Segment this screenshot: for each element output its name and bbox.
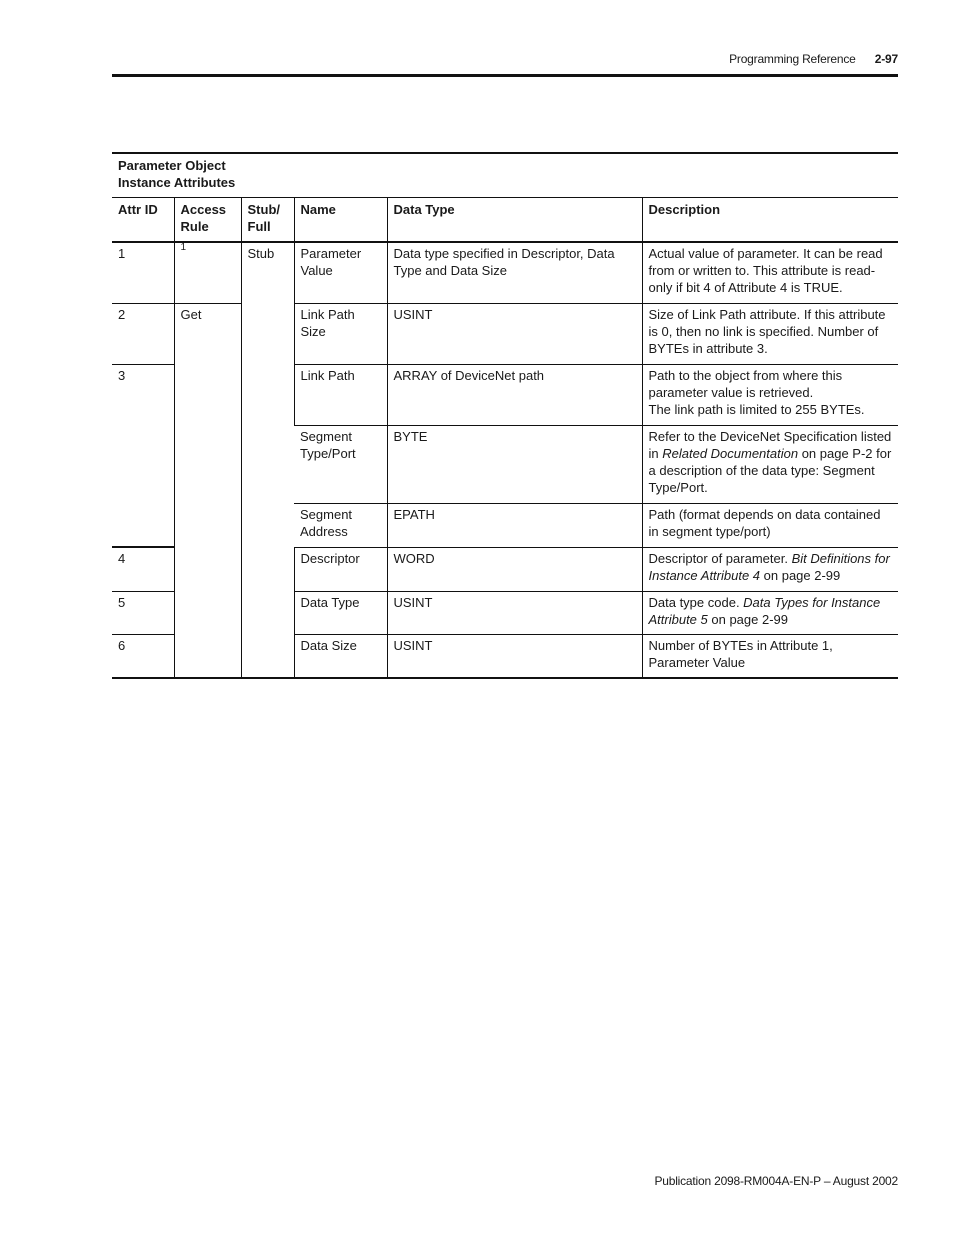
description-cell <box>642 591 898 634</box>
attr-id-cell: 6 <box>112 634 174 678</box>
data-type-cell: WORD <box>387 547 642 591</box>
cross-reference-link[interactable]: Data Types for Instance Attribute 5 <box>648 594 881 627</box>
col-header-name: Name <box>294 198 387 243</box>
description-cell <box>642 425 898 503</box>
description-text: on page 2-99 <box>760 567 841 583</box>
description-cell: Actual value of parameter. It can be read from or written to. This attribute is read-only if bit 4 of Attribute 4 is TRUE. <box>642 242 898 303</box>
footnote-marker: 1 <box>180 242 187 253</box>
data-type-cell: BYTE <box>387 425 642 503</box>
data-type-cell: Data type specified in Descriptor, Data Type and Data Size <box>387 242 642 303</box>
table-row <box>112 242 898 303</box>
attr-id-cell: 2 <box>112 303 174 364</box>
name-cell: Parameter Value <box>294 242 387 303</box>
attr-id-cell: 3 <box>112 364 174 547</box>
attr-id-cell: 1 <box>118 246 126 261</box>
name-cell: Link Path Size <box>294 303 387 364</box>
col-header-access-rule: Access Rule <box>174 198 241 243</box>
table-row <box>112 303 898 364</box>
col-header-description: Description <box>642 198 898 243</box>
name-cell: Data Type <box>294 591 387 634</box>
description-line: The link path is limited to 255 BYTEs. <box>648 401 865 417</box>
attr-id-cell: 4 <box>112 547 174 591</box>
name-cell: Segment Address <box>294 503 387 547</box>
attributes-table <box>112 197 898 679</box>
description-text: Data type code. <box>648 594 744 610</box>
description-line: Path to the object from where this parameter value is retrieved. <box>648 367 843 400</box>
header-rule <box>112 74 898 77</box>
col-header-attr-id: Attr ID <box>112 198 174 243</box>
description-text: on page P-2 for a description of the data type: Segment Type/Port. <box>648 445 892 495</box>
parameter-instance-attributes-table <box>112 152 898 679</box>
data-type-cell: ARRAY of DeviceNet path <box>387 364 642 425</box>
access-rule-cell: Get <box>174 303 241 678</box>
stub-full-cell: Stub <box>241 242 294 678</box>
description-cell: Number of BYTEs in Attribute 1, Parameter Value <box>642 634 898 678</box>
col-header-stub-full: Stub/ Full <box>241 198 294 243</box>
description-cell: Path (format depends on data contained in segment type/port) <box>642 503 898 547</box>
caption-line-1: Parameter Object <box>118 158 226 173</box>
table-header-row <box>112 198 898 243</box>
description-text: on page 2-99 <box>707 611 788 627</box>
cross-reference-link[interactable]: Related Documentation <box>662 445 799 461</box>
description-cell <box>642 547 898 591</box>
data-type-cell: USINT <box>387 591 642 634</box>
data-type-cell: USINT <box>387 634 642 678</box>
access-rule-cell <box>174 242 241 303</box>
caption-line-2: Instance Attributes <box>118 175 236 190</box>
table-caption <box>112 152 898 197</box>
description-cell: Size of Link Path attribute. If this attribute is 0, then no link is specified. Number of BYTEs in attribute 3. <box>642 303 898 364</box>
page-number: 2-97 <box>874 52 898 66</box>
description-cell <box>642 364 898 425</box>
name-cell: Segment Type/Port <box>294 425 387 503</box>
name-cell: Descriptor <box>294 547 387 591</box>
publication-footer: Publication 2098-RM004A-EN-P – August 2002 <box>654 1174 898 1188</box>
cross-reference-link[interactable]: Bit Definitions for Instance Attribute 4 <box>648 550 890 583</box>
attr-id-cell: 5 <box>112 591 174 634</box>
description-text: Descriptor of parameter. <box>648 550 792 566</box>
col-header-data-type: Data Type <box>387 198 642 243</box>
running-header <box>112 52 898 66</box>
name-cell: Link Path <box>294 364 387 425</box>
data-type-cell: USINT <box>387 303 642 364</box>
section-title: Programming Reference <box>729 52 856 66</box>
data-type-cell: EPATH <box>387 503 642 547</box>
description-text: Refer to the DeviceNet Specification listed in <box>648 428 892 461</box>
name-cell: Data Size <box>294 634 387 678</box>
